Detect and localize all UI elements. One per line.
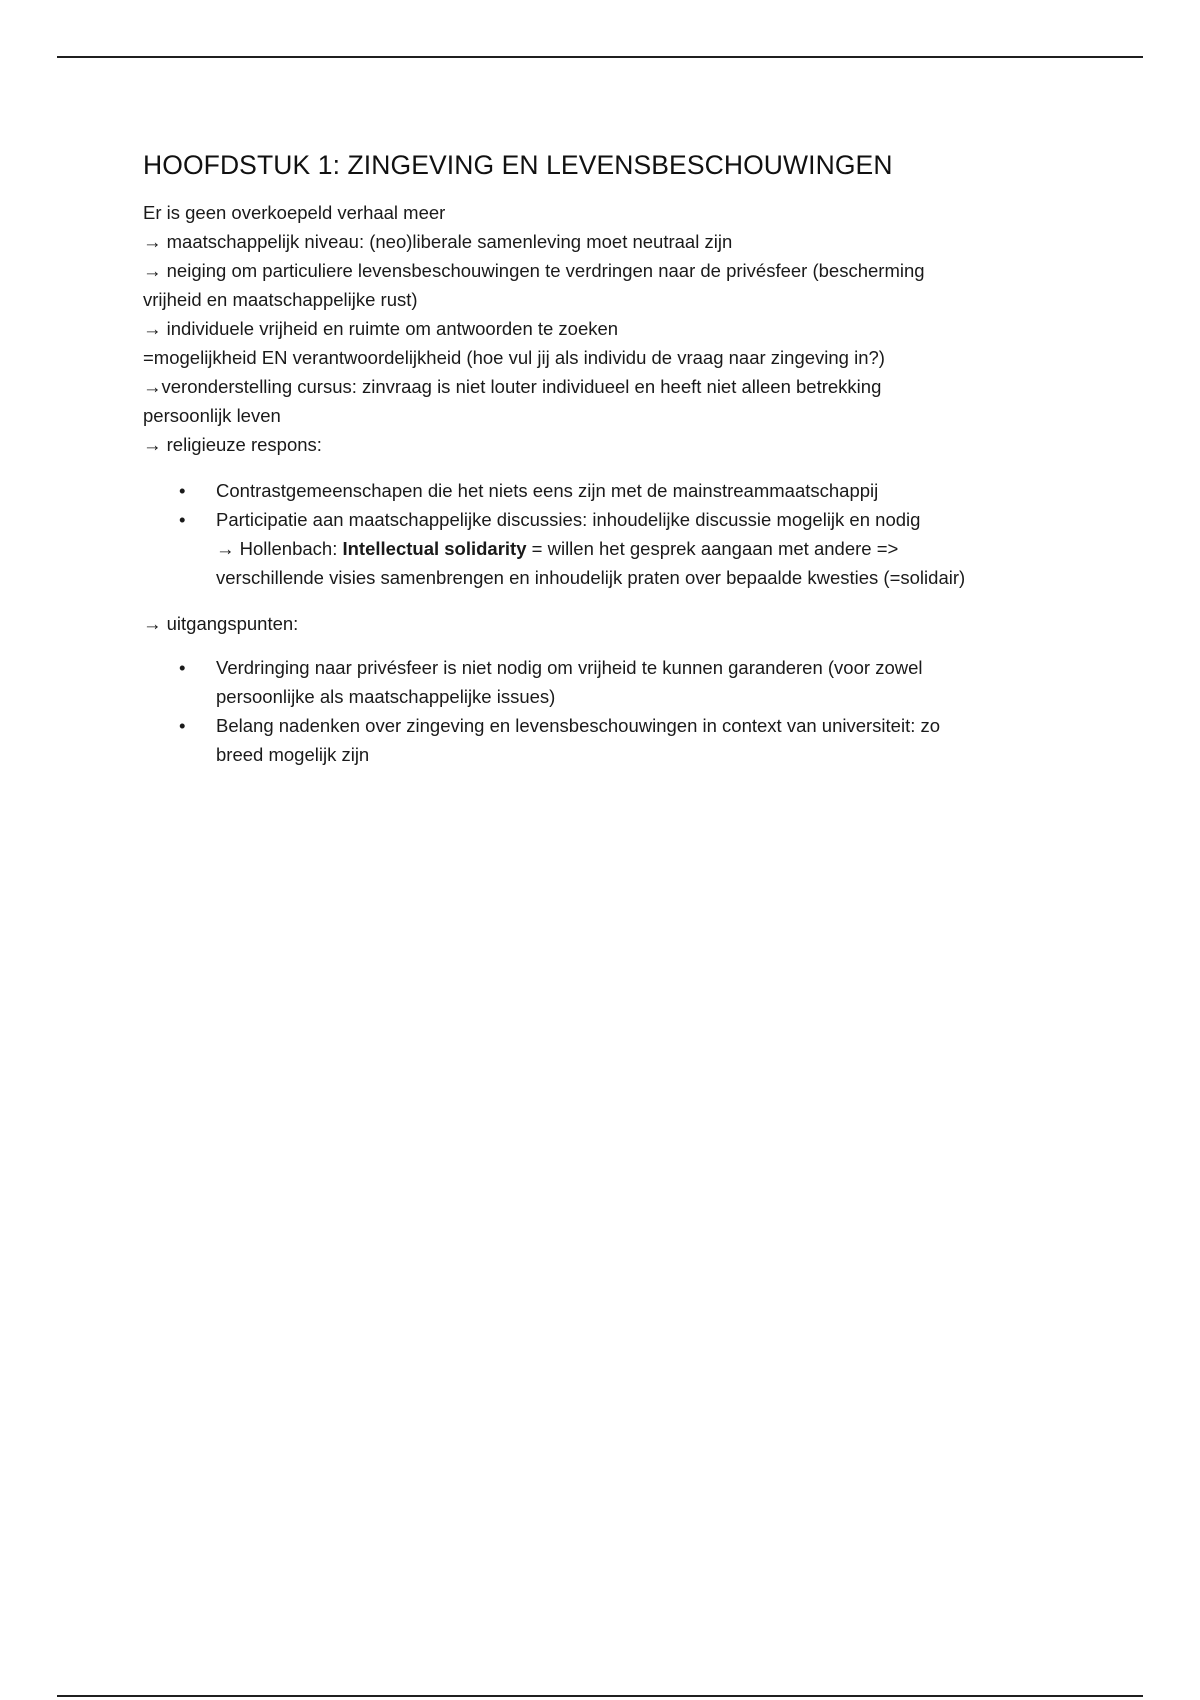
list-item bbox=[143, 711, 1063, 769]
list-item-text: Contrastgemeenschapen die het niets eens zijn met de mainstreammaatschappij bbox=[216, 480, 879, 501]
text-line: → individuele vrijheid en ruimte om antwoorden te zoeken bbox=[143, 318, 619, 339]
text-line: Er is geen overkoepeld verhaal meer bbox=[143, 202, 446, 223]
bullet-icon: • bbox=[179, 509, 186, 530]
text-line: →veronderstelling cursus: zinvraag is niet louter individueel en heeft niet alleen betrekking bbox=[143, 376, 882, 397]
text-line: persoonlijk leven bbox=[143, 405, 281, 426]
text-line: → maatschappelijk niveau: (neo)liberale samenleving moet neutraal zijn bbox=[143, 231, 733, 252]
text-line: =mogelijkheid EN verantwoordelijkheid (hoe vul jij als individu de vraag naar zingeving in?) bbox=[143, 347, 885, 368]
list-item bbox=[143, 653, 1063, 711]
starting-points-label-wrap bbox=[143, 609, 1063, 638]
text-line: vrijheid en maatschappelijke rust) bbox=[143, 289, 418, 310]
intro-paragraph bbox=[143, 198, 1063, 459]
list-item-text: Verdringing naar privésfeer is niet nodig om vrijheid te kunnen garanderen (voor zowel bbox=[216, 657, 923, 678]
list-item-text: Belang nadenken over zingeving en levensbeschouwingen in context van universiteit: zo bbox=[216, 715, 941, 736]
arrow-prefix: → Hollenbach: bbox=[216, 538, 343, 559]
list-item-text: = willen het gesprek aangaan met andere => bbox=[526, 538, 899, 559]
starting-points-label: → uitgangspunten: bbox=[143, 613, 299, 634]
list-item bbox=[143, 505, 1063, 592]
chapter-heading: HOOFDSTUK 1: ZINGEVING EN LEVENSBESCHOUWINGEN bbox=[143, 150, 893, 180]
bullet-icon: • bbox=[179, 657, 186, 678]
list-item-text: Participatie aan maatschappelijke discussies: inhoudelijke discussie mogelijk en nodig bbox=[216, 509, 921, 530]
religious-response-list bbox=[143, 476, 1063, 592]
bullet-icon: • bbox=[179, 480, 186, 501]
bottom-rule bbox=[57, 1695, 1143, 1697]
list-item-text: breed mogelijk zijn bbox=[216, 744, 370, 765]
starting-points-list bbox=[143, 653, 1063, 769]
document-body bbox=[143, 148, 1063, 769]
list-item-text: verschillende visies samenbrengen en inhoudelijk praten over bepaalde kwesties (=solidair) bbox=[216, 567, 966, 588]
text-line: → neiging om particuliere levensbeschouwingen te verdringen naar de privésfeer (bescherming bbox=[143, 260, 925, 281]
text-line: → religieuze respons: bbox=[143, 434, 322, 455]
bullet-icon: • bbox=[179, 715, 186, 736]
top-rule bbox=[57, 56, 1143, 58]
list-item-text: persoonlijke als maatschappelijke issues) bbox=[216, 686, 556, 707]
list-item bbox=[143, 476, 1063, 505]
bold-term: Intellectual solidarity bbox=[342, 538, 527, 559]
list-item-subline bbox=[216, 534, 1063, 563]
